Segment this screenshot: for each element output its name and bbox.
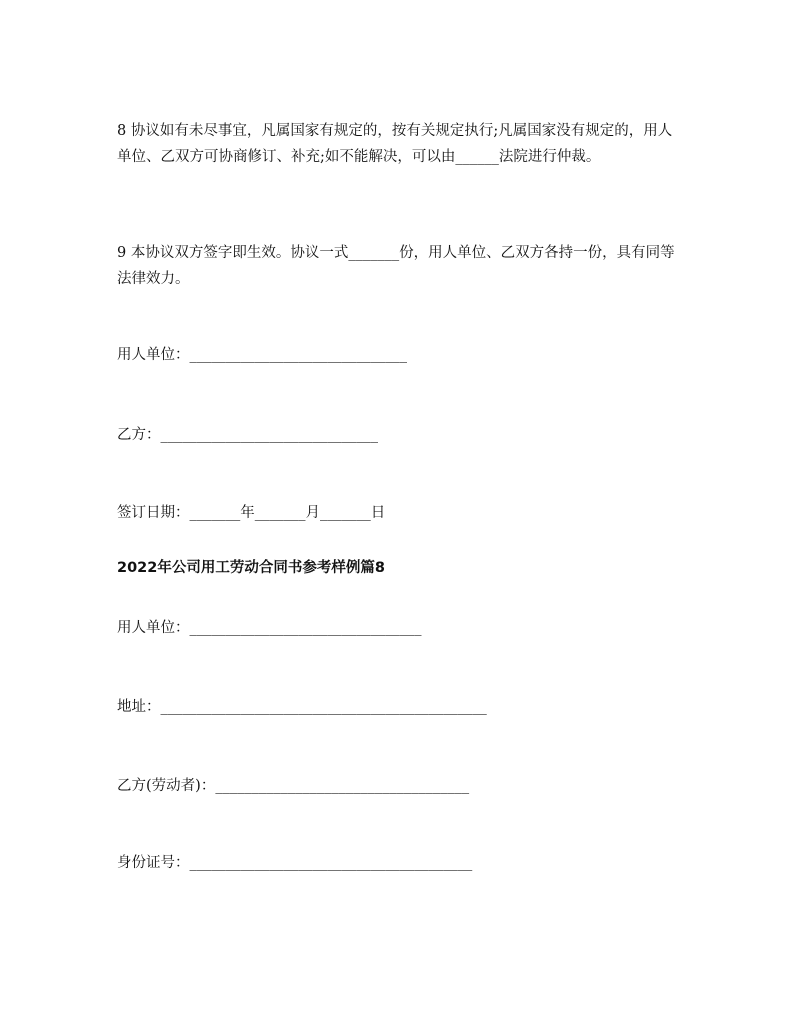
employer-field-line: 用人单位：________________________________	[117, 620, 422, 636]
section-heading: 2022年公司用工劳动合同书参考样例篇8	[117, 560, 385, 576]
signature-party-b-line: 乙方：______________________________	[117, 427, 378, 443]
id-number-field-line: 身份证号：_______________________________________	[117, 855, 473, 871]
address-field-line: 地址：_____________________________________________	[117, 699, 487, 715]
clause-9-paragraph: 9 本协议双方签字即生效。协议一式_______份，用人单位、乙双方各持一份，具有同等法律效力。	[117, 245, 675, 287]
clause-8-paragraph: 8 协议如有未尽事宜，凡属国家有规定的，按有关规定执行;凡属国家没有规定的，用人单位、乙双方可协商修订、补充;如不能解决，可以由______法院进行仲裁。	[117, 123, 673, 165]
signature-employer-line: 用人单位：______________________________	[117, 347, 407, 363]
signing-date-line: 签订日期：_______年_______月_______日	[117, 505, 386, 521]
worker-field-line: 乙方(劳动者)：___________________________________	[117, 778, 470, 794]
